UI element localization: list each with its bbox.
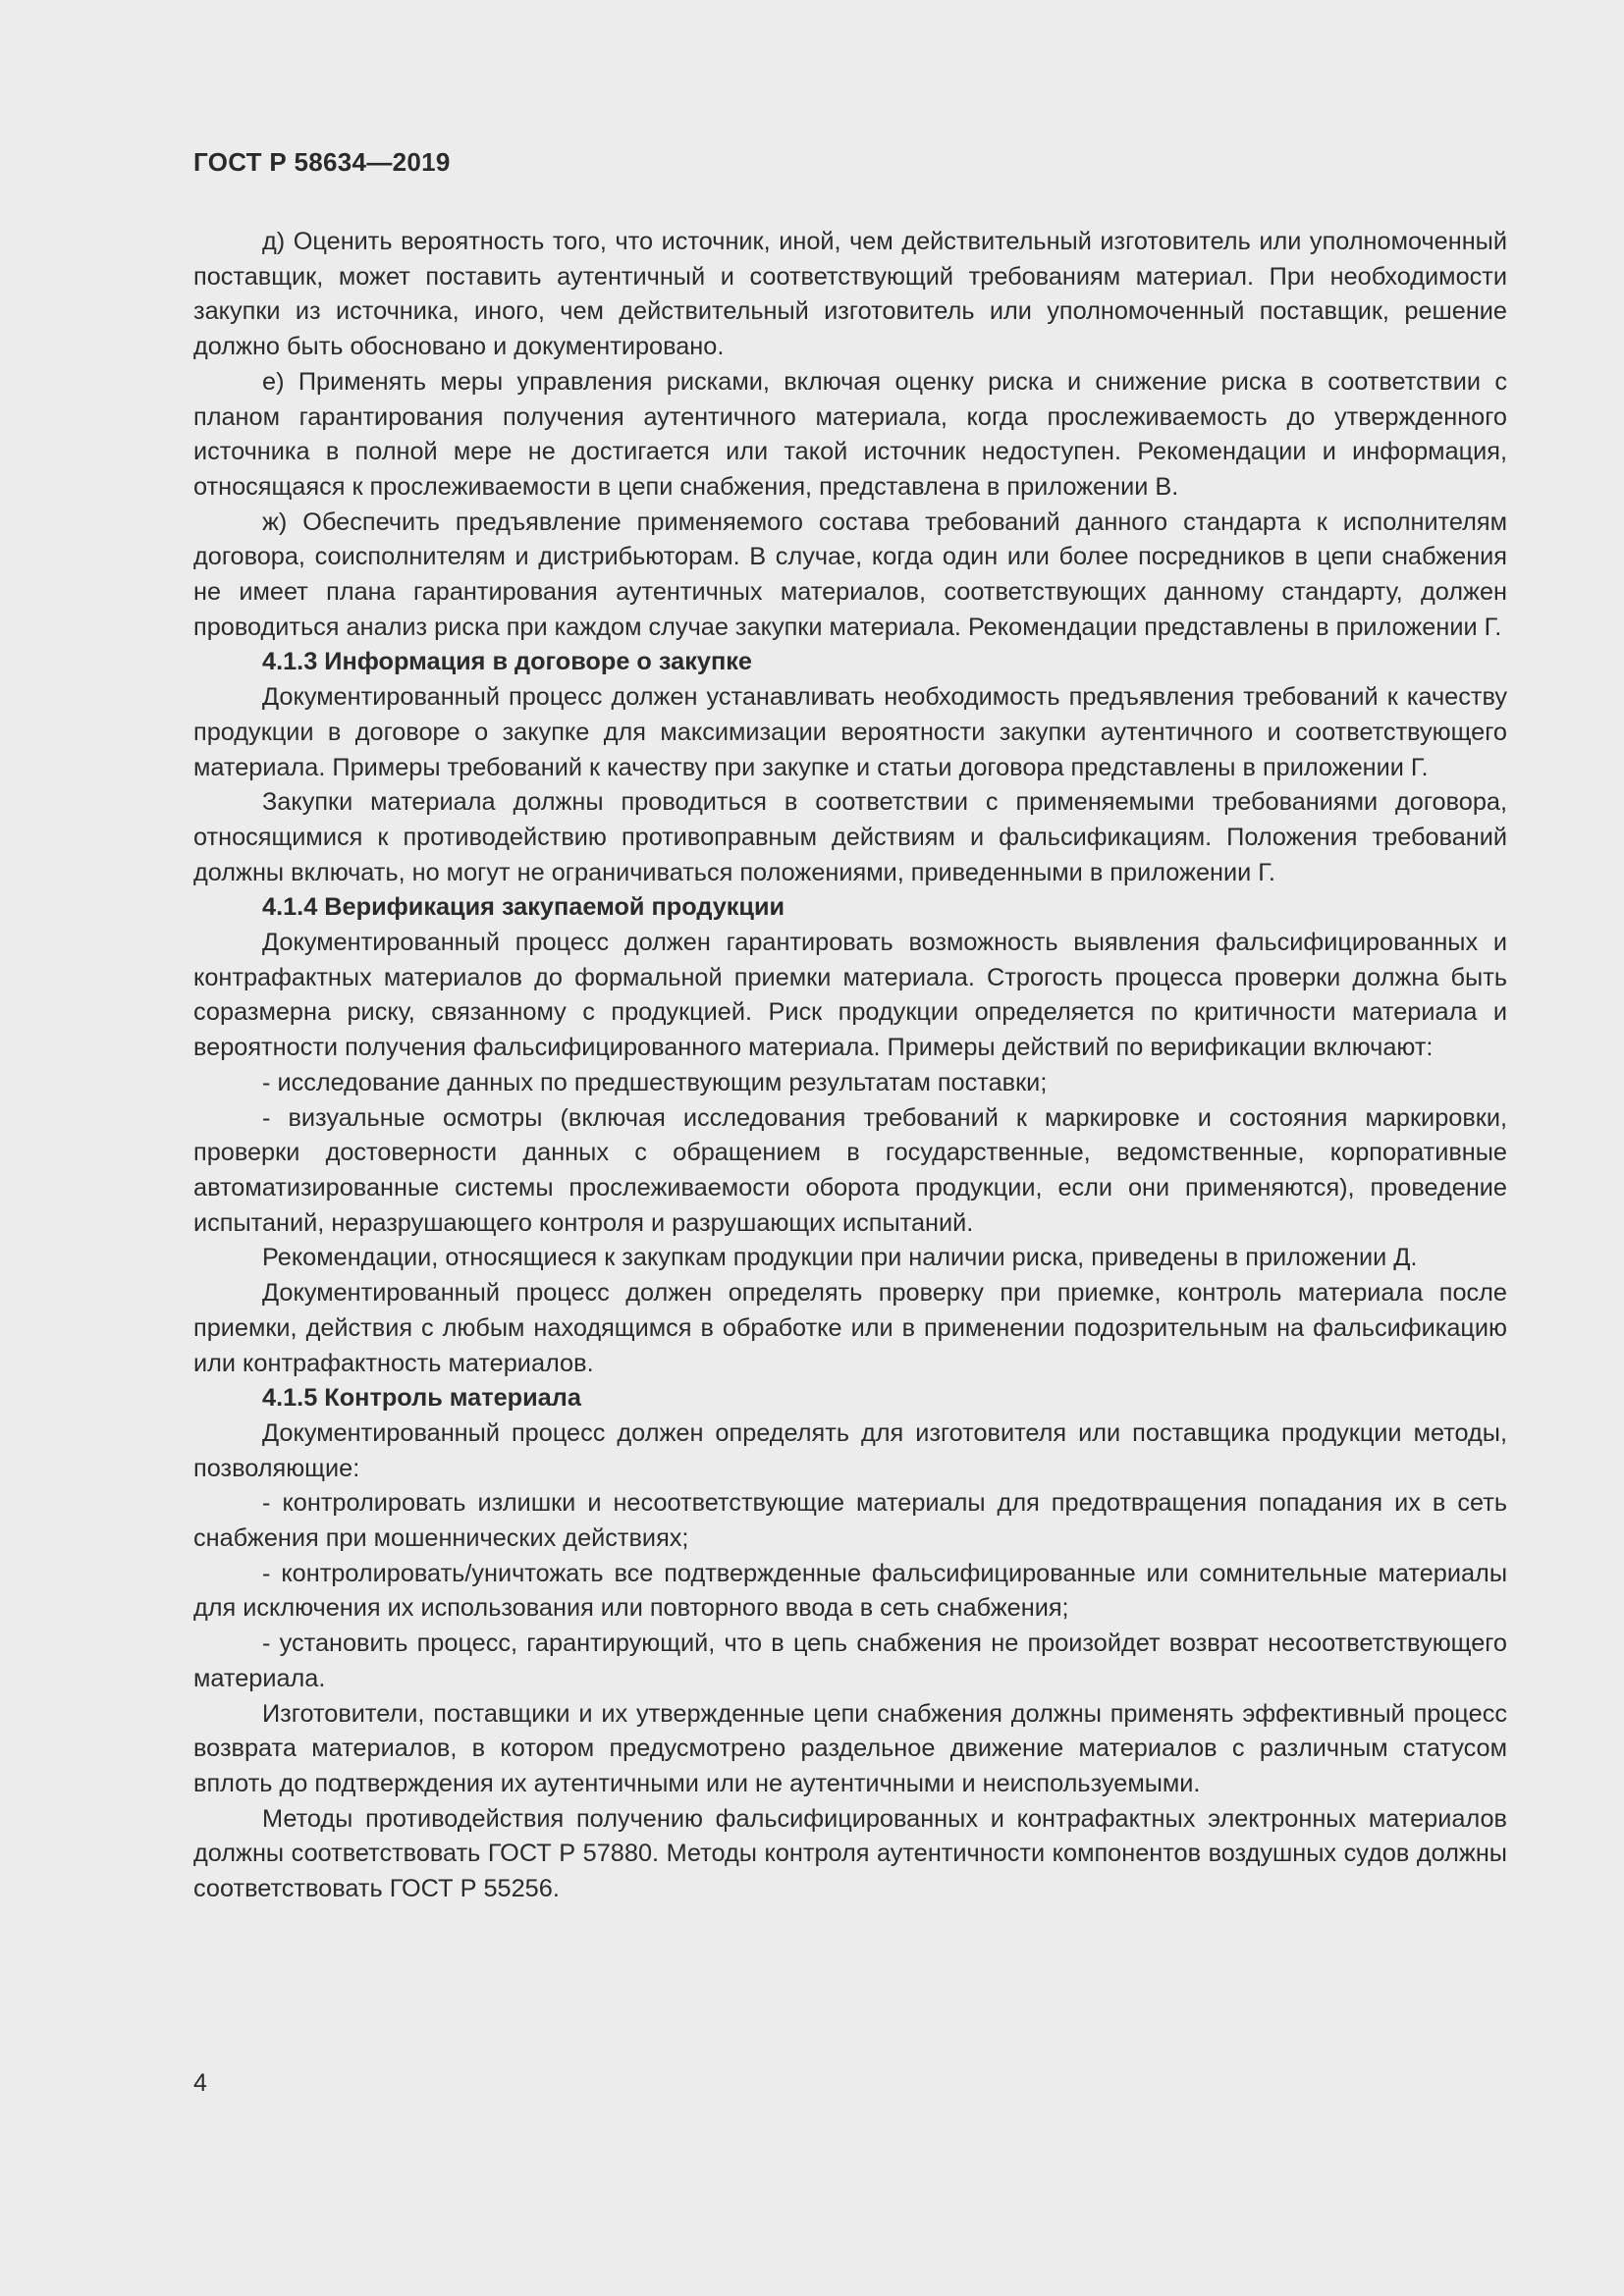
paragraph: Рекомендации, относящиеся к закупкам продукции при наличии риска, приведены в приложении Д. bbox=[262, 1244, 1418, 1272]
page-number: 4 bbox=[193, 2069, 207, 2097]
paragraph: Документированный процесс должен определять для изготовителя или поставщика продукции методы, позволяющие: bbox=[193, 1418, 1507, 1482]
paragraph: Документированный процесс должен устанавливать необходимость предъявления требований к качеству продукции в договоре о закупке для максимизации вероятности закупки аутентичного и соответствующего материала. Примеры требований к качеству при закупке и статьи договора представлены в приложении Г. bbox=[193, 683, 1507, 781]
paragraph: Документированный процесс должен определять проверку при приемке, контроль материала после приемки, действия с любым находящимся в обработке или в применении подозрительным на фальсификацию или контрафактность материалов. bbox=[193, 1279, 1507, 1377]
section-heading-4-1-4: 4.1.4 Верификация закупаемой продукции bbox=[262, 893, 785, 922]
paragraph-item-zh: ж) Обеспечить предъявление применяемого состава требований данного стандарта к исполнителям договора, соисполнителям и дистрибьюторам. В случае, когда один или более посредников в цепи снабжения не имеет плана гарантирования аутентичных материалов, соответствующих данному стандарту, должен проводиться анализ риска при каждом случае закупки материала. Рекомендации представлены в приложении Г. bbox=[193, 507, 1507, 641]
list-item: - визуальные осмотры (включая исследования требований к маркировке и состояния маркировки, проверки достоверности данных с обращением в государственные, ведомственные, корпоративные автоматизированные системы прослеживаемости оборота продукции, если они применяются), проведение испытаний, неразрушающего контроля и разрушающих испытаний. bbox=[193, 1103, 1507, 1237]
list-item: - контролировать излишки и несоответствующие материалы для предотвращения попадания их в сеть снабжения при мошеннических действиях; bbox=[193, 1489, 1507, 1553]
paragraph-item-e: е) Применять меры управления рисками, включая оценку риска и снижение риска в соответствии с планом гарантирования получения аутентичного материала, когда прослеживаемость до утвержденного источника в полной мере не достигается или такой источник недоступен. Рекомендации и информация, относящаяся к прослеживаемости в цепи снабжения, представлена в приложении В. bbox=[193, 367, 1507, 501]
paragraph: Методы противодействия получению фальсифицированных и контрафактных электронных материалов должны соответствовать ГОСТ Р 57880. Методы контроля аутентичности компонентов воздушных судов должны соответствовать ГОСТ Р 55256. bbox=[193, 1804, 1507, 1903]
document-body bbox=[193, 225, 1507, 1907]
standard-code-header: ГОСТ Р 58634—2019 bbox=[193, 147, 451, 177]
section-heading-4-1-5: 4.1.5 Контроль материала bbox=[262, 1384, 581, 1413]
list-item: - установить процесс, гарантирующий, что в цепь снабжения не произойдет возврат несоответствующего материала. bbox=[193, 1629, 1507, 1692]
section-heading-4-1-3: 4.1.3 Информация в договоре о закупке bbox=[262, 648, 752, 676]
paragraph: Изготовители, поставщики и их утвержденные цепи снабжения должны применять эффективный процесс возврата материалов, в котором предусмотрено раздельное движение материалов с различным статусом вплоть до подтверждения их аутентичными или не аутентичными и неиспользуемыми. bbox=[193, 1699, 1507, 1797]
paragraph: Документированный процесс должен гарантировать возможность выявления фальсифицированных и контрафактных материалов до формальной приемки материала. Строгость процесса проверки должна быть соразмерна риску, связанному с продукцией. Риск продукции определяется по критичности материала и вероятности получения фальсифицированного материала. Примеры действий по верификации включают: bbox=[193, 929, 1507, 1062]
paragraph: Закупки материала должны проводиться в соответствии с применяемыми требованиями договора, относящимися к противодействию противоправным действиям и фальсификациям. Положения требований должны включать, но могут не ограничиваться положениями, приведенными в приложении Г. bbox=[193, 788, 1507, 886]
list-item: - исследование данных по предшествующим результатам поставки; bbox=[262, 1068, 1048, 1096]
list-item: - контролировать/уничтожать все подтвержденные фальсифицированные или сомнительные материалы для исключения их использования или повторного ввода в сеть снабжения; bbox=[193, 1559, 1507, 1623]
paragraph-item-d: д) Оценить вероятность того, что источник, иной, чем действительный изготовитель или уполномоченный поставщик, может поставить аутентичный и соответствующий требованиям материал. При необходимости закупки из источника, иного, чем действительный изготовитель или уполномоченный поставщик, решение должно быть обосновано и документировано. bbox=[193, 228, 1507, 361]
